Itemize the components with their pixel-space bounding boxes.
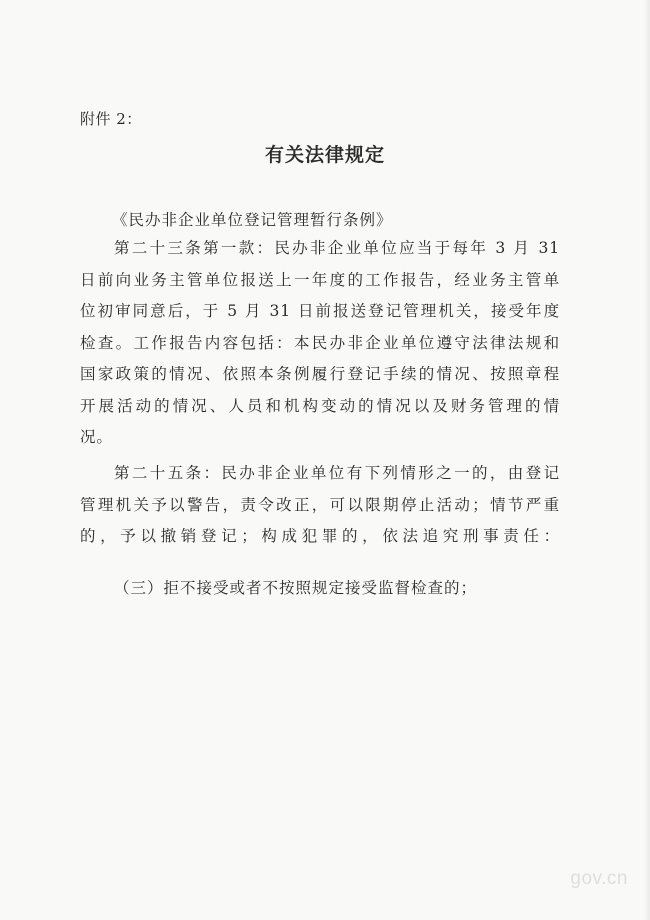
watermark: gov.cn bbox=[570, 868, 628, 889]
paragraph-line: 第二十三条第一款：民办非企业单位应当于每年 3 月 31 bbox=[114, 239, 560, 257]
page-edge-shadow bbox=[644, 0, 650, 920]
article-25-paragraph bbox=[80, 458, 560, 553]
paragraph-line: 的，予以撤销登记；构成犯罪的，依法追究刑事责任： bbox=[80, 527, 560, 545]
law-name: 《民办非企业单位登记管理暂行条例》 bbox=[112, 211, 393, 229]
paragraph-line: 管理机关予以警告，责令改正，可以限期停止活动；情节严重 bbox=[80, 495, 560, 514]
paragraph-line: 开展活动的情况、人员和机构变动的情况以及财务管理的情 bbox=[80, 396, 560, 415]
attachment-label: 附件 2： bbox=[80, 110, 142, 128]
paragraph-line: 检查。工作报告内容包括：本民办非企业单位遵守法律法规和 bbox=[80, 333, 560, 352]
page-title: 有关法律规定 bbox=[264, 144, 385, 166]
paragraph-line: 第二十五条：民办非企业单位有下列情形之一的，由登记 bbox=[114, 464, 560, 482]
article-23-paragraph bbox=[80, 233, 560, 454]
paragraph-line: 国家政策的情况、依照本条例履行登记手续的情况、按照章程 bbox=[80, 365, 560, 383]
paragraph-line: 日前向业务主管单位报送上一年度的工作报告，经业务主管单 bbox=[80, 270, 560, 289]
paragraph-line: 位初审同意后，于 5 月 31 日前报送登记管理机关，接受年度 bbox=[80, 302, 560, 320]
paragraph-line: 况。 bbox=[80, 428, 113, 446]
item-3-clause: （三）拒不接受或者不按照规定接受监督检查的； bbox=[114, 579, 478, 597]
